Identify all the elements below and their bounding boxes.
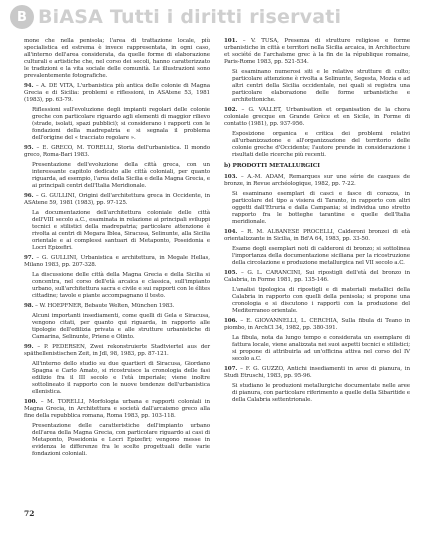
paragraph: mone che nella penisola; l'area di trattazione locale, più specialistica ed estrema è invece rappresentata, in ogni caso, all'interno dell'area considerata, da quelle forme di elaborazione culturali e artistiche che, nel corso dei secoli, hanno caratterizzato le tradizioni e la vita sociale delle comunità. Le illustrazioni sono prevalentemente fotografiche.: [24, 38, 210, 79]
watermark: [0, 4, 421, 30]
entry-number: 104.: [224, 229, 238, 235]
entry-number: 94.: [24, 83, 34, 89]
entry-citation: – G. VALLET, Urbanisation et organisation de la chora coloniale grecque en Grande Grèce et en Sicile, in Forme di contatto (1981), pp. 937-956.: [224, 107, 410, 127]
entry-number: 100.: [24, 399, 38, 405]
entry-citation: – E. GIOVANNELLI, L. CERCHIA, Sulla fibula di Teano in piombo, in ArchCl 34, 1982, pp. 380-391.: [224, 318, 410, 331]
entry-annotation: Si esaminano numerosi siti e le relative strutture di culto; particolare attenzione è rivolta a Selinunte, Segesta, Mozia e ad altri centri della Sicilia occidentale, nei quali si registra una particolare elaborazione delle forme urbanistiche e architettoniche.: [232, 69, 410, 103]
bibliography-entry: [24, 399, 210, 420]
entry-citation: – A. DE VITA, L'urbanistica più antica delle colonie di Magna Grecia e di Sicilia: problemi e riflessioni, in ASAtene 53, 1981 (1983), pp. 63-79.: [24, 83, 210, 103]
watermark-text: BiASA Tutti i diritti riservati: [38, 6, 342, 28]
entry-annotation: La documentazione dell'architettura coloniale delle città dell'VIII secolo a.C., esaminata in relazione ai principali sviluppi tecnici e stilistici della madrepatria; particolare attenzione è rivolta ai centri di Megara Iblea, Siracusa, Selinunte, alla Sicilia orientale e ai complessi santuari di Metaponto, Poseidonia e Locri Epizefiri.: [32, 210, 210, 251]
entry-annotation: Presentazione dell'evoluzione della città greca, con un interessante capitolo dedicato alle città coloniali, per quanto riguarda, ad esempio, l'area della Sicilia e della Magna Grecia, e ai principali centri dell'Italia Meridionale.: [32, 162, 210, 189]
bibliography-entry: [24, 193, 210, 207]
entry-annotation: Esame degli esemplari noti di calderoni di bronzo; si sottolinea l'importanza della documentazione siciliana per la ricostruzione della circolazione e produzione metallurgica nel VII secolo a.C.: [232, 246, 410, 266]
left-column: [24, 38, 210, 461]
entry-number: 106.: [224, 318, 238, 324]
entry-number: 98.: [24, 303, 34, 309]
entry-annotation: L'analisi tipologica di ripostigli e di materiali metallici della Calabria in rapporto con quelli della penisola; si propone una cronologia e si discutono i rapporti con la produzione del Mediterraneo orientale.: [232, 287, 410, 314]
entry-number: 99.: [24, 344, 34, 350]
entry-citation: – W. HOEPFNER, Bebaute Welten, München 1983.: [35, 303, 175, 309]
entry-citation: – A.-M. ADAM, Remarques sur une série de casques de bronze, in Revue archéologique, 1982, pp. 7-22.: [224, 174, 410, 187]
bibliography-entry: [224, 366, 410, 380]
entry-citation: – G. GULLINI, Urbanistica e architettura, in Megale Hellas, Milano 1983, pp. 207-328.: [24, 255, 210, 268]
entry-citation: – R. M. ALBANESE PROCELLI, Calderoni bronzei di età orientalizzante in Sicilia, in Bd'A 64, 1983, pp. 33-50.: [224, 229, 410, 242]
bibliography-entry: [224, 38, 410, 66]
entry-annotation: La fibula, nota da lungo tempo e considerata un esemplare di fattura locale, viene analizzata nei suoi aspetti tecnici e stilistici; si propone di attribuirla ad un'officina attiva nel corso del IV secolo a.C.: [232, 335, 410, 362]
entry-citation: – V. TUSA, Presenza di strutture religiose e forme urbanistiche in città e territori nella Sicilia arcaica, in Architecture et société de l'archaïsme grec à la fin de la république romaine, Paris-Rome 1983, pp. 521-534.: [224, 38, 410, 65]
bibliography-entry: [224, 174, 410, 188]
entry-number: 101.: [224, 38, 238, 44]
entry-number: 103.: [224, 174, 238, 180]
entry-number: 107.: [224, 366, 238, 372]
right-column: [224, 38, 410, 407]
bibliography-entry: [224, 229, 410, 243]
entry-number: 105.: [224, 270, 238, 276]
entry-annotation: La discussione delle città della Magna Grecia e della Sicilia si concentra, nel corso dell'età arcaica e classica, sull'impianto urbano, sull'architettura sacra e civile e sui rapporti con le élites cittadine; tavole e piante accompagnano il testo.: [32, 272, 210, 299]
bibliography-entry: [24, 344, 210, 358]
bibliography-entry: [224, 107, 410, 128]
entry-annotation: All'interno dello studio su due quartieri di Siracusa, Giordano Spagna e Carlo Amato, si ricostruisce la cronologia delle fasi edilizie fra il III secolo e l'età imperiale; viene inoltre sottolineato il rapporto con le nuove tendenze dell'urbanistica ellenistica.: [32, 361, 210, 395]
entry-annotation: Si studiano le produzioni metallurgiche documentate nelle aree di pianura, con particolare riferimento a quelle della Sibaritide e della Calabria settentrionale.: [232, 383, 410, 403]
entry-annotation: Si esaminano esemplari di casci e fasce di corazza, in particolare del tipo a visiera di Taranto, in rapporto con altri oggetti dall'Etruria e dalla Campania; si individua uno stretto rapporto fra le botteghe tarantine e quelle dell'Italia meridionale.: [232, 191, 410, 225]
entry-annotation: Esposizione organica e critica dei problemi relativi all'urbanizzazione e all'organizzazione del territorio delle colonie greche d'Occidente; l'autore prende in considerazione i risultati delle ricerche più recenti.: [232, 131, 410, 158]
bibliography-entry: [24, 145, 210, 159]
entry-citation: – E. GRECO, M. TORELLI, Storia dell'urbanistica. Il mondo greco, Roma-Bari 1983.: [24, 145, 210, 158]
bibliography-entry: [24, 303, 210, 310]
entry-number: 95.: [24, 145, 34, 151]
entry-number: 97.: [24, 255, 34, 261]
bibliography-entry: [224, 318, 410, 332]
entry-annotation: Riflessioni sull'evoluzione degli impianti regolari delle colonie greche con particolare riguardo agli elementi di maggior rilievo (strade, isolati, spazi pubblici); si considerano i rapporti con le fondazioni della madrepatria e si segnala il problema dell'origine del « tracciato regolare ».: [32, 107, 210, 141]
entry-citation: – P. PEDERSEN, Zwei rekonstruierte Stadtviertel aus der späthellenistischen Zeit, in Jdl, 98, 1983, pp. 87-121.: [24, 344, 210, 357]
page-number: 72: [24, 509, 35, 518]
entry-annotation: Alcuni importanti insediamenti, come quelli di Gela e Siracusa, vengono citati, per quanto qui riguarda, in rapporto alle tipologie dell'edilizia privata e alle strutture urbanistiche di Camarina, Selinunte, Priene e Olinto.: [32, 313, 210, 340]
entry-citation: – G. L. CARANCINI, Sui ripostigli dell'età del bronzo in Calabria, in Forme 1981, pp. 135-146.: [224, 270, 410, 283]
entry-number: 102.: [224, 107, 238, 113]
bibliography-entry: [24, 255, 210, 269]
bibliography-entry: [24, 83, 210, 104]
entry-citation: – M. TORELLI, Morfologia urbana e rapporti coloniali in Magna Grecia, in Architettura e società dall'arcaismo greco alla fine della repubblica romana, Roma 1983, pp. 103-118.: [24, 399, 210, 419]
entry-citation: – F. G. GUZZO, Antichi insediamenti in aree di pianura, in Studi Etruschi, 1983, pp. 95-96.: [224, 366, 410, 379]
watermark-logo-icon: B: [10, 5, 34, 29]
entry-number: 96.: [24, 193, 34, 199]
entry-annotation: Presentazione delle caratteristiche dell'impianto urbano dell'area della Magna Grecia, con particolare riguardo ai casi di Metaponto, Poseidonia e Locri Epizefiri; vengono messe in evidenza le differenze fra le scelte progettuali delle varie fondazioni coloniali.: [32, 423, 210, 457]
section-heading: b) PRODOTTI METALLURGICI: [224, 163, 320, 169]
bibliography-entry: [224, 270, 410, 284]
entry-citation: – G. GULLINI, Origini dell'architettura greca in Occidente, in ASAtene 59, 1981 (1983), pp. 97-125.: [24, 193, 210, 206]
